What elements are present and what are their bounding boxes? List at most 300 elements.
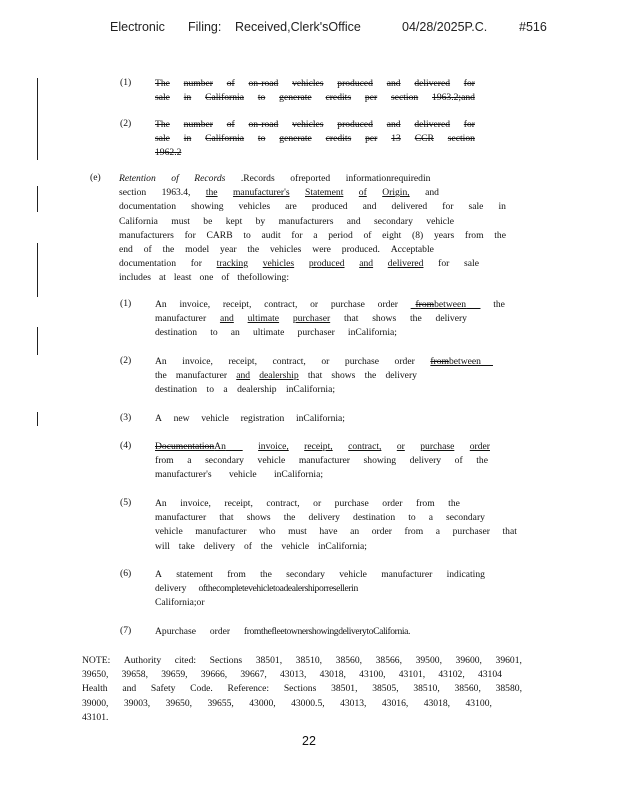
word: manufacturer's [232, 187, 290, 199]
word: Acceptable [390, 244, 434, 256]
revision-bar [37, 412, 38, 426]
text-line [82, 711, 522, 725]
word: of [363, 229, 372, 241]
text-line [155, 312, 467, 326]
word: inCalifornia; [295, 413, 345, 424]
word: 38560, [454, 683, 481, 695]
word: to [206, 384, 214, 396]
text-line [82, 668, 502, 682]
word: tracking [216, 258, 249, 270]
word: that [502, 526, 517, 538]
text-line [155, 568, 485, 582]
word: statement [176, 569, 213, 580]
word: secondary [374, 215, 413, 227]
word: and [386, 78, 401, 89]
word: showing [363, 455, 397, 467]
word: will [155, 540, 170, 552]
word: 38580, [495, 683, 522, 695]
word: receipt, [222, 299, 252, 310]
word: to [210, 327, 218, 339]
word: section [447, 133, 475, 145]
word [411, 298, 481, 312]
word: receipt, [228, 356, 257, 367]
header-filing: Filing: [188, 20, 222, 34]
word: of [454, 455, 463, 467]
word: California;or [155, 597, 205, 609]
word: or [396, 441, 405, 452]
word: 39601, [495, 655, 522, 666]
word: of [221, 272, 230, 284]
word: manufacturer [195, 526, 247, 538]
word: Authority [123, 655, 162, 666]
word: 1963.4, [161, 187, 191, 199]
word: eight [382, 229, 402, 241]
word: from [227, 569, 246, 580]
word: to [408, 512, 416, 524]
word: order [469, 441, 490, 452]
word: registration [240, 413, 285, 424]
word: Health [82, 683, 108, 695]
word: contract, [272, 356, 306, 367]
text-line [155, 77, 475, 91]
text-line [155, 511, 485, 525]
word: from [464, 229, 484, 241]
word: the [283, 512, 296, 524]
word: or [321, 356, 330, 367]
word: the [247, 244, 260, 256]
word: 38560, [335, 655, 363, 666]
word: Statement [305, 187, 344, 199]
text-line [155, 596, 485, 610]
word: 43013, [279, 669, 307, 681]
word: .Records [240, 173, 275, 184]
item-number: (1) [120, 77, 132, 88]
word: on-road [248, 78, 279, 89]
word: Code. [190, 683, 213, 695]
word: to [257, 92, 266, 104]
word: produced [311, 201, 348, 213]
word: audit [261, 229, 281, 241]
word: California [205, 133, 245, 145]
word: section [119, 187, 147, 199]
text-line [119, 172, 506, 186]
section-label: (e) [90, 172, 101, 183]
word: section [391, 92, 419, 104]
word: order [377, 299, 398, 310]
word: year [220, 244, 237, 256]
word: ultimate [247, 313, 280, 325]
item-e-7 [155, 625, 410, 639]
word: The [155, 119, 170, 130]
word: for [442, 201, 454, 213]
item-number: (6) [120, 568, 132, 579]
word: that [307, 370, 323, 382]
text-line [155, 497, 460, 511]
word: that [343, 313, 359, 325]
text-line [119, 200, 506, 214]
word: Sections [209, 655, 243, 666]
word: CCR [414, 133, 434, 145]
word: at [158, 272, 166, 284]
word: of [226, 119, 235, 130]
word: 43000, [249, 697, 276, 709]
inserted-word: between [449, 356, 481, 367]
header-electronic: Electronic [110, 20, 165, 34]
word: of [243, 540, 252, 552]
word: that [219, 512, 234, 524]
word: 38501, [255, 655, 283, 666]
word: manufacturer [155, 313, 207, 325]
word: destination [155, 384, 198, 396]
word: who [259, 526, 276, 538]
word: An [155, 356, 167, 367]
word: delivery [435, 313, 467, 325]
word: 39500, [415, 655, 442, 666]
word: delivery [203, 540, 236, 552]
word: dealership [259, 370, 299, 382]
deleted-word: from [430, 356, 449, 367]
text-line [82, 654, 522, 668]
word: ofthecompletevehicletoadealershiporresellerin [198, 583, 358, 595]
word: delivered [387, 258, 424, 270]
deleted-word: from [415, 299, 435, 310]
word: inCalifornia; [273, 469, 323, 481]
word: An [155, 498, 167, 509]
word: 43104 [477, 669, 502, 681]
word: produced [308, 258, 345, 270]
word: Retention [119, 173, 156, 184]
word: manufacturer [381, 569, 433, 580]
item-number: (2) [120, 118, 132, 129]
word: a [223, 384, 228, 396]
word: vehicle [281, 540, 310, 552]
word: delivery [308, 512, 340, 524]
word: An [155, 299, 167, 310]
item-number: (1) [120, 298, 132, 309]
text-line [155, 369, 417, 383]
word: for [190, 258, 202, 270]
word: the [162, 244, 175, 256]
word: the [260, 540, 273, 552]
word: order [394, 356, 415, 367]
word: generate [279, 92, 312, 104]
word: Origin, [382, 187, 410, 199]
word: documentation [119, 201, 177, 213]
word: 39667, [240, 669, 267, 681]
item-top-2 [155, 118, 475, 161]
word: sale [155, 133, 170, 145]
word: for [184, 229, 196, 241]
word: 38505, [372, 683, 399, 695]
word: 38510, [295, 655, 323, 666]
text-line [155, 540, 367, 554]
word: vehicles [292, 78, 324, 89]
word: manufacturer [175, 370, 228, 382]
word: manufacturers [278, 215, 334, 227]
word: the [364, 370, 377, 382]
word [430, 355, 493, 369]
word: generate [279, 133, 312, 145]
text-line [155, 582, 485, 596]
word: 39650, [82, 669, 109, 681]
word: the [155, 370, 167, 382]
item-number: (3) [120, 412, 132, 423]
text-line [155, 132, 475, 146]
word: order [209, 626, 231, 637]
word: years [433, 229, 455, 241]
word: by [255, 215, 266, 227]
word: must [288, 526, 307, 538]
word: from [416, 498, 435, 509]
header-received: Received,Clerk'sOffice [235, 20, 361, 34]
word: Reference: [227, 683, 270, 695]
word: vehicle [339, 569, 367, 580]
word: (8) [412, 229, 424, 241]
word: 43100, [465, 697, 492, 709]
text-line [119, 243, 434, 257]
word: a [428, 512, 433, 524]
word: destination [155, 327, 198, 339]
word: purchase [420, 441, 455, 452]
word: receipt, [224, 498, 253, 509]
word: or [310, 299, 319, 310]
word: The [155, 78, 170, 89]
text-line [155, 412, 345, 426]
word: Sections [283, 683, 317, 695]
word: and [346, 215, 361, 227]
word [155, 440, 243, 454]
text-line [155, 91, 475, 105]
word: a [435, 526, 441, 538]
word: number [183, 119, 213, 130]
word: 39003, [123, 697, 151, 709]
word: the [476, 455, 488, 467]
word: receipt, [304, 441, 333, 452]
word: for [291, 229, 303, 241]
text-line [155, 355, 493, 369]
word: of [226, 78, 235, 89]
word: or [313, 498, 322, 509]
text-line [119, 186, 439, 200]
word: 43101. [82, 711, 109, 723]
word: 38501, [331, 683, 358, 695]
word: inCalifornia; [285, 384, 335, 396]
word: the [260, 569, 272, 580]
word: California [205, 92, 244, 104]
word: cited: [174, 655, 197, 666]
word: Apurchase [155, 626, 197, 637]
word: Records [194, 173, 226, 184]
word: invoice, [258, 441, 289, 452]
word: take [178, 540, 195, 552]
word: informationrequiredin [345, 173, 431, 184]
text-line [155, 326, 397, 340]
word: indicating [446, 569, 485, 580]
item-number: (5) [120, 497, 132, 508]
word: shows [372, 313, 397, 325]
word: vehicle [228, 469, 257, 481]
word: contract, [266, 498, 300, 509]
word: from [155, 455, 174, 467]
word: manufacturer [298, 455, 350, 467]
word: 39659, [161, 669, 188, 681]
word: and [219, 313, 234, 325]
word: documentation [119, 258, 177, 270]
word: 39655, [207, 697, 234, 709]
word: the [448, 498, 460, 509]
text-line [155, 454, 488, 468]
word: invoice, [182, 356, 213, 367]
word: NOTE: [82, 655, 111, 666]
word: 43018, [423, 697, 451, 709]
word: delivered [391, 201, 428, 213]
word: 38566, [375, 655, 402, 666]
word: manufacturer [155, 512, 207, 524]
spacer [446, 172, 506, 186]
word: Safety [150, 683, 176, 695]
word: secondary [205, 455, 244, 467]
deleted-word: Documentation [155, 441, 215, 452]
item-e-2 [155, 355, 493, 398]
word: for [463, 119, 475, 130]
word: of [171, 173, 179, 184]
word: model [185, 244, 210, 256]
text-line [155, 118, 475, 132]
word: manufacturer's [155, 469, 212, 481]
word: manufacturers [119, 229, 174, 241]
word: includes [119, 272, 151, 284]
word: 43018, [319, 669, 346, 681]
word: purchase [334, 498, 369, 509]
word: in [183, 133, 192, 145]
item-e-1 [155, 298, 505, 341]
word: vehicle [155, 526, 183, 538]
word: purchase [344, 356, 379, 367]
word: contract, [264, 299, 298, 310]
word: number [183, 78, 213, 89]
word: California [119, 215, 158, 227]
section-e-paragraph [119, 172, 506, 286]
item-e-3 [155, 412, 345, 426]
item-e-6 [155, 568, 485, 611]
word: delivery [409, 455, 442, 467]
word: invoice, [179, 299, 211, 310]
word: purchaser [452, 526, 490, 538]
word: destination [353, 512, 396, 524]
word: and [122, 683, 137, 695]
item-top-1 [155, 77, 475, 105]
text-line [155, 468, 323, 482]
word: a [187, 455, 192, 467]
word: an [350, 526, 360, 538]
word: vehicles [238, 201, 271, 213]
item-number: (4) [120, 440, 132, 451]
word: credits [325, 92, 352, 104]
word: A [155, 413, 162, 424]
revision-bar [37, 327, 38, 355]
word: least [173, 272, 192, 284]
word: 39000, [82, 697, 109, 709]
word: delivery [155, 583, 187, 595]
word: produced [337, 119, 373, 130]
word: and [236, 370, 251, 382]
text-line [155, 383, 335, 397]
word: 13 [391, 133, 401, 145]
text-line [119, 257, 479, 271]
item-number: (7) [120, 625, 132, 636]
word: A [155, 569, 162, 580]
header-date: 04/28/2025P.C. [402, 20, 488, 34]
word: a [313, 229, 318, 241]
word: shows [331, 370, 356, 382]
item-e-5 [155, 497, 517, 554]
text-line [119, 215, 454, 229]
word: inCalifornia; [317, 540, 367, 552]
word: thefollowing: [237, 272, 289, 284]
word: new [173, 413, 190, 424]
text-line [155, 146, 475, 160]
word: must [171, 215, 190, 227]
word: vehicles [292, 119, 324, 130]
word: purchase [330, 299, 365, 310]
word: 39650, [165, 697, 193, 709]
word: inCalifornia; [347, 327, 397, 339]
word: in [498, 201, 506, 213]
word: 43101, [398, 669, 426, 681]
word: the [205, 187, 218, 199]
word: 43016, [381, 697, 409, 709]
word: to [257, 133, 266, 145]
word: credits [325, 133, 352, 145]
word: period [328, 229, 353, 241]
word: order [371, 526, 392, 538]
word: end [119, 244, 133, 256]
word: order [382, 498, 403, 509]
word: from [404, 526, 424, 538]
word: vehicle [201, 413, 229, 424]
item-number: (2) [120, 355, 132, 366]
word: 43100, [359, 669, 386, 681]
word: of [358, 187, 367, 199]
word: the [493, 299, 505, 310]
word: were [312, 244, 331, 256]
word: dealership [237, 384, 277, 396]
text-line [155, 525, 517, 539]
word: to [243, 229, 251, 241]
revision-bar [37, 78, 38, 160]
word: kept [225, 215, 243, 227]
text-line [82, 697, 492, 711]
word: per [364, 92, 378, 104]
word: fromthefleetownershowingdeliverytoCalifornia. [243, 626, 410, 637]
word: 39600, [455, 655, 482, 666]
word: 38510, [413, 683, 440, 695]
word: vehicles [269, 244, 302, 256]
word: and [362, 201, 377, 213]
revision-bar [37, 186, 38, 212]
word: produced. [341, 244, 380, 256]
word: 39658, [121, 669, 148, 681]
word: 43000.5, [291, 697, 325, 709]
text-line [155, 625, 410, 639]
word: vehicle [257, 455, 286, 467]
word: one [199, 272, 214, 284]
word: vehicle [426, 215, 454, 227]
word: delivered [414, 78, 451, 89]
word: purchaser [292, 313, 331, 325]
word: have [319, 526, 338, 538]
word: ofreported [290, 173, 331, 184]
